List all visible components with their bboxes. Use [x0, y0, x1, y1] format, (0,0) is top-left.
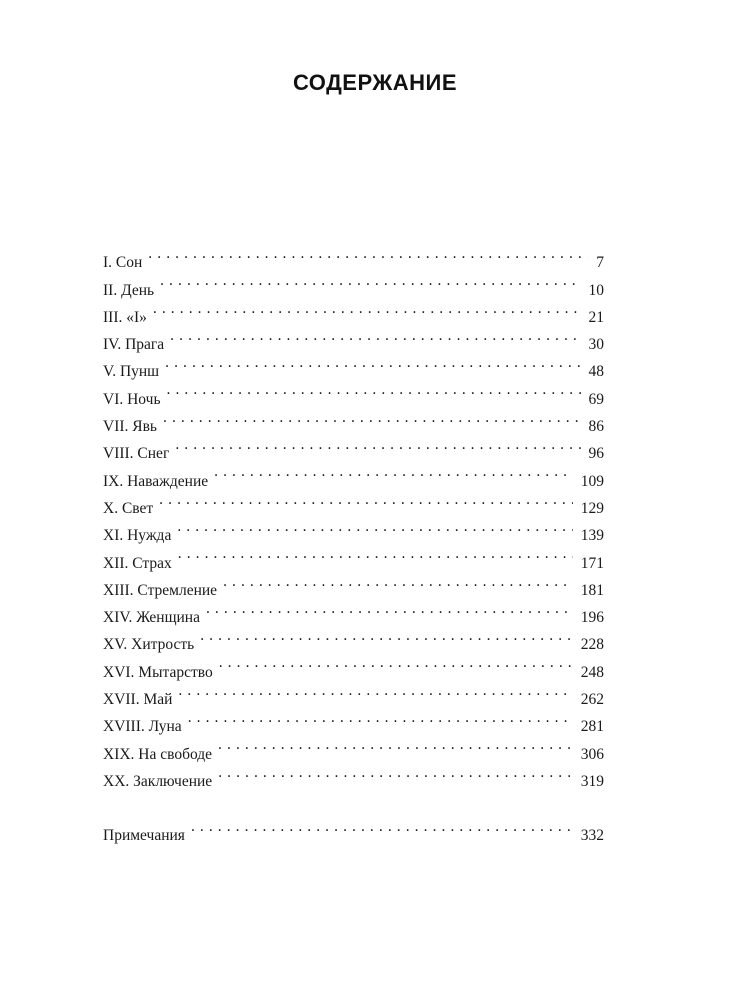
toc-entry-label: XI. Нужда	[103, 527, 172, 545]
toc-entry-page: 139	[580, 527, 604, 545]
toc-entry-page: 86	[588, 418, 604, 436]
toc-entry-label: IX. Наваждение	[103, 472, 209, 490]
toc-entry[interactable]	[103, 322, 604, 354]
toc-entry-page: 262	[580, 691, 604, 709]
toc-entry[interactable]	[103, 458, 604, 490]
toc-entry-page: 10	[588, 281, 604, 299]
dot-leader	[178, 540, 573, 567]
toc-entry-page: 332	[580, 827, 604, 845]
toc-entry-page: 69	[588, 390, 604, 408]
toc-entry[interactable]	[103, 568, 604, 599]
dot-leader	[163, 404, 581, 431]
toc-entry-page: 30	[588, 336, 604, 354]
toc-entry-label: XIV. Женщина	[103, 609, 200, 627]
toc-entry-page: 21	[588, 308, 604, 326]
dot-leader	[200, 622, 573, 649]
dot-leader	[153, 295, 581, 322]
toc-entry-page: 7	[596, 254, 604, 272]
toc-entry[interactable]	[103, 240, 604, 272]
toc-entry[interactable]	[103, 267, 604, 299]
toc-entry-page: 319	[580, 772, 604, 790]
toc-entry[interactable]	[103, 376, 604, 408]
dot-leader	[159, 486, 573, 513]
dot-leader	[170, 322, 580, 349]
dot-leader	[206, 595, 573, 622]
toc-entry-page: 48	[588, 363, 604, 381]
dot-leader	[223, 568, 573, 595]
dot-leader	[177, 513, 572, 540]
toc-entry[interactable]	[103, 349, 604, 381]
toc-entry-page: 248	[580, 663, 604, 681]
toc-entry-label: X. Свет	[103, 499, 154, 517]
toc-entry-label: VI. Ночь	[103, 390, 161, 408]
dot-leader	[160, 267, 580, 294]
toc-entry-page: 228	[580, 636, 604, 654]
toc-entry-notes[interactable]	[103, 813, 604, 845]
page-title: СОДЕРЖАНИЕ	[292, 70, 458, 95]
toc-entry-label: VIII. Снег	[103, 445, 170, 463]
dot-leader	[191, 813, 573, 840]
toc-entry-label: I. Сон	[103, 254, 143, 272]
toc-entry-label: XVIII. Луна	[103, 718, 182, 736]
toc-entry-page: 181	[580, 581, 604, 599]
toc-entry-label: XII. Страх	[103, 554, 172, 572]
dot-leader	[165, 349, 580, 376]
table-of-contents	[103, 240, 604, 845]
toc-entry[interactable]	[103, 295, 604, 326]
toc-entry-label: XVI. Мытарство	[103, 663, 213, 681]
toc-entry-label: V. Пунш	[103, 363, 160, 381]
toc-entry[interactable]	[103, 404, 604, 436]
dot-leader	[218, 731, 573, 758]
dot-leader	[218, 759, 573, 786]
toc-entry-page: 96	[588, 445, 604, 463]
dot-leader	[175, 431, 580, 458]
toc-entry-page: 281	[580, 718, 604, 736]
toc-entry[interactable]	[103, 540, 604, 572]
toc-entry-label: IV. Прага	[103, 336, 165, 354]
chapter-list	[103, 240, 604, 790]
toc-entry[interactable]	[103, 513, 604, 545]
toc-entry[interactable]	[103, 431, 604, 463]
dot-leader	[219, 649, 573, 676]
toc-entry-label: XIII. Стремление	[103, 581, 218, 599]
toc-entry-page: 306	[580, 745, 604, 763]
toc-entry-label: III. «I»	[103, 308, 147, 326]
dot-leader	[214, 458, 573, 485]
toc-entry-page: 196	[580, 609, 604, 627]
toc-entry-page: 109	[580, 472, 604, 490]
toc-entry-page: 129	[580, 499, 604, 517]
toc-entry-label: II. День	[103, 281, 155, 299]
toc-entry-page: 171	[580, 554, 604, 572]
toc-entry[interactable]	[103, 486, 604, 517]
toc-entry-label: XIX. На свободе	[103, 745, 213, 763]
toc-entry-label: XV. Хитрость	[103, 636, 195, 654]
dot-leader	[188, 704, 573, 731]
toc-entry-label: VII. Явь	[103, 418, 157, 436]
toc-entry-label: Примечания	[103, 827, 185, 845]
toc-entry-label: XX. Заключение	[103, 772, 213, 790]
dot-leader	[167, 376, 581, 403]
dot-leader	[148, 240, 588, 267]
toc-entry-label: XVII. Май	[103, 691, 173, 709]
dot-leader	[178, 677, 572, 704]
toc-entry[interactable]	[103, 677, 604, 709]
